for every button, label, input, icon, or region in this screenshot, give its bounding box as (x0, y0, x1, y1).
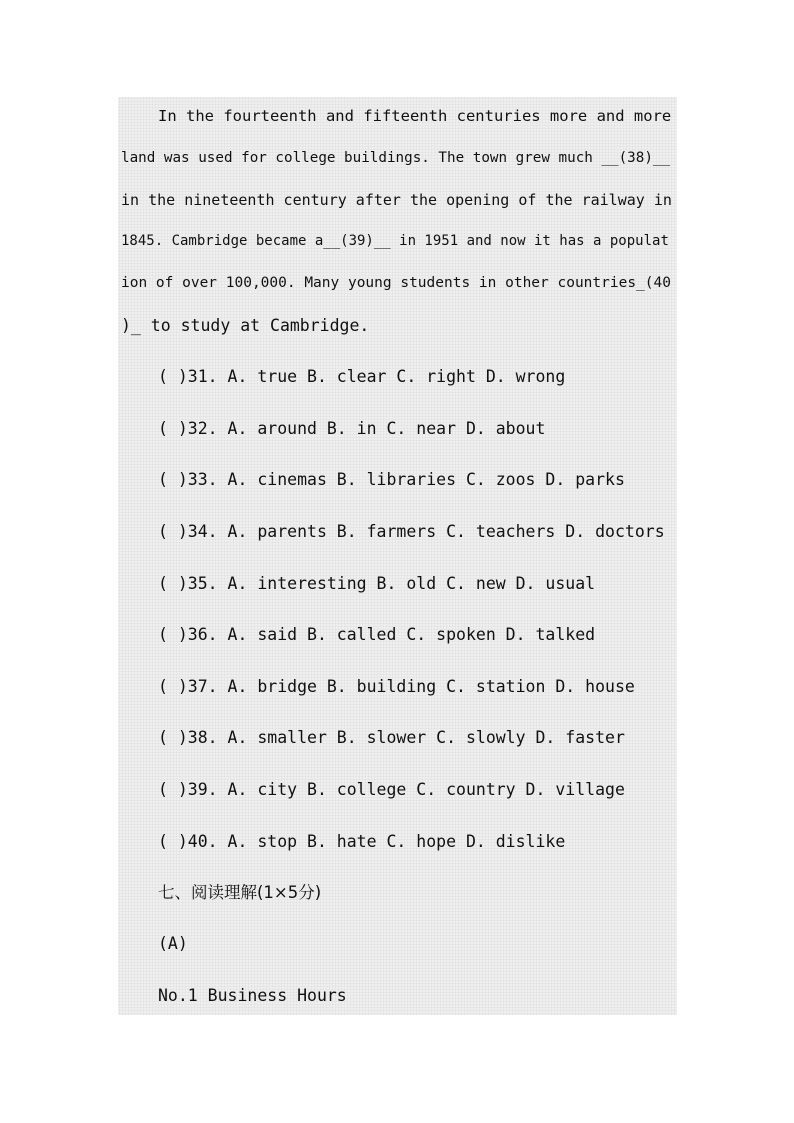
passage-line-4: 1845. Cambridge became a__(39)__ in 1951 and now it has a populat (121, 233, 669, 249)
question-36: ( )36. A. said B. called C. spoken D. talked (158, 625, 596, 644)
passage-line-3: in the nineteenth century after the opening of the railway in (121, 191, 672, 209)
section-heading: 七、阅读理解(1×5分) (158, 883, 322, 902)
document-page (118, 97, 677, 1015)
question-31: ( )31. A. true B. clear C. right D. wrong (158, 367, 566, 386)
part-label: (A) (158, 934, 188, 953)
subheading: No.1 Business Hours (158, 986, 347, 1005)
passage-line-5: ion of over 100,000. Many young students in other countries_(40 (121, 275, 671, 291)
question-33: ( )33. A. cinemas B. libraries C. zoos D. parks (158, 470, 625, 489)
passage-line-2: land was used for college buildings. The town grew much __(38)__ (121, 150, 671, 166)
question-39: ( )39. A. city B. college C. country D. village (158, 780, 625, 799)
question-35: ( )35. A. interesting B. old C. new D. usual (158, 574, 596, 593)
question-32: ( )32. A. around B. in C. near D. about (158, 419, 546, 438)
passage-line-6: )_ to study at Cambridge. (121, 316, 370, 335)
question-38: ( )38. A. smaller B. slower C. slowly D. faster (158, 728, 625, 747)
question-37: ( )37. A. bridge B. building C. station D. house (158, 677, 635, 696)
question-34: ( )34. A. parents B. farmers C. teachers D. doctors (158, 522, 665, 541)
passage-line-1: In the fourteenth and fifteenth centuries more and more (158, 107, 672, 125)
question-40: ( )40. A. stop B. hate C. hope D. dislike (158, 832, 566, 851)
